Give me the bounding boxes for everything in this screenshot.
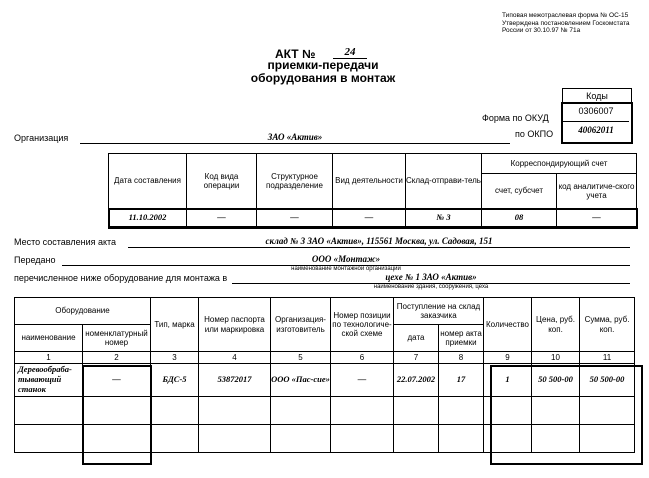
listed-label: перечисленное ниже оборудование для монтажа в: [14, 273, 228, 283]
empty-cell: [151, 397, 199, 425]
column-number: 7: [394, 352, 439, 364]
header-warehouse: Склад-отправи-тель: [406, 154, 482, 209]
doc-warehouse: № 3: [406, 209, 482, 227]
form-approval-note: [502, 12, 630, 35]
doc-date: 11.10.2002: [109, 209, 187, 227]
organization-underline: [80, 143, 510, 144]
empty-cell: [439, 397, 484, 425]
empty-cell: [15, 397, 83, 425]
equipment-name: Деревообраба-тывающий станок: [15, 364, 83, 397]
listed-value: цехе № 1 ЗАО «Актив»: [385, 272, 477, 282]
column-number: 6: [331, 352, 394, 364]
header-analytic: код аналитиче-ского учета: [557, 174, 637, 209]
header-date: Дата составления: [109, 154, 187, 209]
organization-label: Организация: [14, 133, 69, 143]
title-line-2: приемки-передачи: [267, 58, 379, 72]
header-equipment-name: наименование: [15, 325, 83, 352]
column-number: 8: [439, 352, 484, 364]
column-number: 5: [271, 352, 331, 364]
column-number: 2: [83, 352, 151, 364]
equipment-brand: БДС-5: [151, 364, 199, 397]
header-price: Цена, руб. коп.: [532, 298, 580, 352]
equipment-sum: 50 500-00: [580, 364, 635, 397]
doc-values-frame: [108, 208, 638, 229]
item-number-frame: [82, 365, 152, 465]
title-line-3: оборудования в монтаж: [250, 71, 396, 85]
codes-divider: [563, 121, 629, 122]
doc-op-code: —: [187, 209, 257, 227]
transferred-label: Передано: [14, 255, 56, 265]
place-label: Место составления акта: [14, 237, 117, 247]
equipment-maker: ООО «Пас-сие»: [271, 364, 331, 397]
header-receipt-date: дата: [394, 325, 439, 352]
equipment-receipt-date: 22.07.2002: [394, 364, 439, 397]
header-passport: Номер паспорта или маркировка: [199, 298, 271, 352]
header-corr-account: Корреспондирующий счет: [482, 154, 637, 174]
act-label: АКТ №: [275, 47, 316, 61]
form-approval-line: Утверждена постановлением Госкомстата: [502, 19, 630, 27]
equipment-item-number: —: [83, 364, 151, 397]
column-number: 9: [484, 352, 532, 364]
column-number: 4: [199, 352, 271, 364]
equipment-position: —: [331, 364, 394, 397]
column-number: 1: [15, 352, 83, 364]
okpo-value: 40062011: [578, 125, 614, 135]
totals-frame: [490, 365, 643, 465]
header-receipt-act: номер акта приемки: [439, 325, 484, 352]
act-number: 24: [333, 46, 367, 59]
header-quantity: Количество: [484, 298, 532, 352]
empty-cell: [331, 425, 394, 453]
empty-cell: [394, 425, 439, 453]
equipment-quantity: 1: [484, 364, 532, 397]
equipment-receipt-act: 17: [439, 364, 484, 397]
listed-caption: наименование здания, сооружения, цеха: [373, 284, 489, 290]
form-approval-line: России от 30.10.97 № 71а: [502, 27, 581, 34]
transferred-caption: наименование монтажной организации: [291, 266, 401, 272]
okud-value: 0306007: [578, 106, 614, 116]
okpo-label: по ОКПО: [515, 129, 554, 139]
empty-cell: [439, 425, 484, 453]
header-equipment: Оборудование: [15, 298, 151, 325]
place-underline: [128, 247, 630, 248]
header-sum: Сумма, руб. коп.: [580, 298, 635, 352]
empty-cell: [394, 397, 439, 425]
okud-label: Форма по ОКУД: [482, 113, 549, 123]
header-op-code: Код вида операции: [187, 154, 257, 209]
transferred-value: ООО «Монтаж»: [311, 254, 381, 264]
empty-cell: [15, 425, 83, 453]
doc-account: 08: [482, 209, 557, 227]
header-activity: Вид деятельности: [333, 154, 406, 209]
equipment-price: 50 500-00: [532, 364, 580, 397]
codes-header: Коды: [562, 88, 632, 103]
place-value: склад № 3 ЗАО «Актив», 115561 Москва, ул. Садовая, 151: [265, 236, 493, 246]
header-maker: Организация-изготовитель: [271, 298, 331, 352]
empty-cell: [199, 425, 271, 453]
header-account: счет, субсчет: [482, 174, 557, 209]
header-item-number: номенклатурный номер: [83, 325, 151, 352]
empty-cell: [331, 397, 394, 425]
doc-unit: —: [257, 209, 333, 227]
empty-cell: [151, 425, 199, 453]
column-number: 3: [151, 352, 199, 364]
header-brand: Тип, марка: [151, 298, 199, 352]
column-number: 10: [532, 352, 580, 364]
equipment-passport: 53872017: [199, 364, 271, 397]
header-receipt: Поступление на склад заказчика: [394, 298, 484, 325]
doc-analytic: —: [557, 209, 637, 227]
empty-cell: [199, 397, 271, 425]
column-number: 11: [580, 352, 635, 364]
empty-cell: [271, 397, 331, 425]
empty-cell: [271, 425, 331, 453]
header-position: Номер позиции по технологиче-ской схеме: [331, 298, 394, 352]
header-unit: Структурное подразделение: [257, 154, 333, 209]
organization-value: ЗАО «Актив»: [267, 132, 323, 142]
form-approval-line: Типовая межотраслевая форма № ОС-15: [502, 12, 629, 19]
doc-activity: —: [333, 209, 406, 227]
